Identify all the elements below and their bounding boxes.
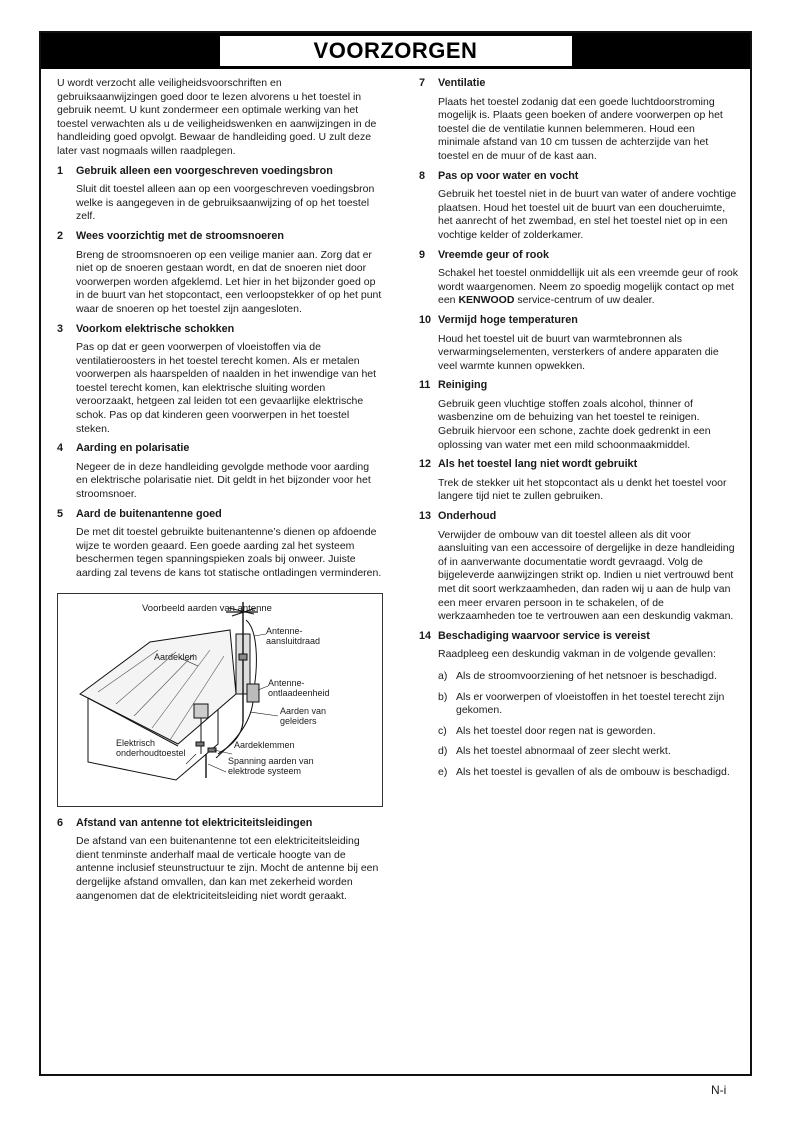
section-3	[57, 323, 383, 437]
label-ground-conductors: Aarden van geleiders	[280, 705, 327, 727]
section-heading: Onderhoud	[438, 510, 497, 523]
list-item	[438, 766, 739, 780]
section-11	[419, 379, 739, 452]
section-12	[419, 458, 739, 504]
section-number: 4	[57, 442, 64, 455]
section-number: 6	[57, 816, 64, 829]
section-2	[57, 230, 383, 317]
section-number: 7	[419, 77, 426, 89]
section-body: Verwijder de ombouw van dit toestel alleen als dit voor aansluiting van een accessoire of dergelijke in deze handleiding of in aanverwante documentatie wordt gevraagd. Volg de bijgeleverde aanwijzingen strikt op. Indien u niet vertrouwd bent met dit soort werkzaamheden, dan raden wij u aan de hulp van een meer ervaren persoon in te schakelen, of de werkzaamheden toe te vertrouwen aan een deskundig vakman.	[438, 528, 735, 623]
section-heading: Vreemde geur of rook	[438, 248, 550, 261]
section-4	[57, 442, 383, 501]
label-service-equipment: Elektrisch onderhoudtoestel	[116, 737, 186, 759]
list-item	[438, 725, 739, 739]
section-10	[419, 314, 739, 373]
list-text: Als het toestel abnormaal of zeer slecht werkt.	[456, 745, 671, 758]
label-lead-in-wire: Antenne- aansluitdraad	[266, 625, 321, 647]
antenna-grounding-illustration	[58, 594, 382, 806]
section-body: Sluit dit toestel alleen aan op een voorgeschreven voedingsbron welke is aangegeven in de gebruiksaanwijzing of op het toestel zelf.	[76, 183, 375, 223]
list-text: Als het toestel is gevallen of als de ombouw is beschadigd.	[456, 765, 730, 778]
list-text: Als er voorwerpen of vloeistoffen in het toestel terecht zijn gekomen.	[456, 690, 725, 717]
label-electrode-system: Spanning aarden van elektrode systeem	[228, 755, 314, 777]
section-number: 3	[57, 322, 64, 335]
section-body: Negeer de in deze handleiding gevolgde methode voor aarding en elektrische polarisatie niet. Dit geldt in het bijzonder voor het stroomsnoer.	[76, 460, 371, 501]
label-ground-clamps: Aardeklemmen	[234, 739, 295, 750]
section-heading: Aarding en polarisatie	[76, 442, 190, 455]
section-number: 14	[419, 629, 432, 642]
title-bar	[41, 33, 750, 69]
list-letter: e)	[438, 765, 448, 778]
section-9	[419, 249, 739, 308]
section-number: 1	[57, 164, 64, 177]
section-heading: Aard de buitenantenne goed	[76, 507, 222, 520]
list-letter: c)	[438, 724, 447, 737]
section-number: 11	[419, 379, 431, 392]
section-number: 5	[57, 507, 64, 520]
section-body: De afstand van een buitenantenne tot een elektriciteitsleiding dient tenminste anderhalf maal de verticale hoogte van de antenne inclusief steunstructuur te zijn. Mocht de antenne bij een dergelijke afstand omvallen, dan kan met zekerheid worden aangenomen dat de elektriciteitsleiding niet wordt geraakt.	[76, 835, 379, 902]
section-heading: Wees voorzichtig met de stroomsnoeren	[76, 229, 284, 242]
section-7	[419, 77, 739, 164]
section-body: Gebruik geen vluchtige stoffen zoals alcohol, thinner of wasbenzine om de behuizing van het toestel te reinigen. Gebruik hiervoor een schone, zachte doek gedrenkt in een oplossing van water met een mild schoonmaakmiddel.	[438, 397, 711, 451]
left-column	[57, 77, 383, 909]
list-letter: a)	[438, 669, 448, 682]
list-text: Als het toestel door regen nat is geworden.	[456, 724, 656, 737]
diagram-title: Voorbeeld aarden van antenne	[142, 602, 272, 614]
section-8	[419, 170, 739, 243]
list-item	[438, 745, 739, 759]
list-item	[438, 691, 739, 718]
section-number: 13	[419, 510, 432, 523]
antenna-grounding-diagram	[57, 593, 383, 807]
section-heading: Gebruik alleen een voorgeschreven voedingsbron	[76, 164, 333, 177]
section-body: Plaats het toestel zodanig dat een goede luchtdoorstroming mogelijk is. Plaats geen boeken of andere voorwerpen op het toestel die de ventilatie kunnen belemmeren. Houd een minimale afstand van 10 cm tussen de achterzijde van het toestel en de muur of de kast aan.	[438, 95, 723, 162]
section-heading: Afstand van antenne tot elektriciteitsleidingen	[76, 816, 313, 829]
section-5	[57, 508, 383, 581]
section-heading: Reiniging	[438, 379, 488, 392]
label-discharge-unit: Antenne- ontlaadeenheid	[268, 677, 330, 699]
right-column	[419, 77, 739, 787]
section-heading: Als het toestel lang niet wordt gebruikt	[438, 458, 638, 471]
section-heading: Ventilatie	[438, 77, 486, 89]
section-number: 9	[419, 248, 426, 261]
page-title: VOORZORGEN	[220, 36, 572, 66]
section-body: Breng de stroomsnoeren op een veilige manier aan. Zorg dat er niet op de snoeren gestaan wordt, en dat de snoeren niet door voorwerpen worden afgeklemd. Let hier in het bijzonder goed op in de buurt van het stopcontact, een verloopstekker of op het punt waar de snoeren op het toestel zijn aangesloten.	[76, 248, 382, 315]
section-6	[57, 817, 383, 904]
page-frame	[39, 31, 752, 1076]
label-ground-clamp: Aardeklem	[154, 651, 198, 662]
section-heading: Beschadiging waarvoor service is vereist	[438, 629, 650, 642]
section-number: 2	[57, 229, 64, 242]
intro-paragraph: U wordt verzocht alle veiligheidsvoorschriften en gebruiksaanwijzingen goed door te lezen alvorens u het toestel in gebruik neemt. U kunt zondermeer een optimale werking van het toestel verwachten als u de veiligheidswenken en aanwijzingen in de handleiding goed opvolgt. Bewaar de handleiding goed. U zult deze later vast nogmaals willen raadplegen.	[57, 77, 377, 157]
section-number: 8	[419, 169, 426, 182]
list-item	[438, 670, 739, 684]
section-13	[419, 510, 739, 624]
section-body-pre: Schakel het toestel onmiddellijk uit als een vreemde geur of rook wordt waargenomen. Neem zo spoedig mogelijk contact op met een	[438, 267, 738, 307]
section-heading: Pas op voor water en vocht	[438, 169, 579, 182]
section-body	[438, 267, 739, 308]
section-body-post: service-centrum of uw dealer.	[514, 294, 655, 307]
page-number: N-i	[711, 1083, 727, 1097]
section-body: Trek de stekker uit het stopcontact als u denkt het toestel voor langere tijd niet te zullen gebruiken.	[438, 476, 727, 503]
section-body: Raadpleeg een deskundig vakman in de volgende gevallen:	[438, 648, 716, 661]
section-number: 10	[419, 313, 432, 326]
section-body: Houd het toestel uit de buurt van warmtebronnen als verwarmingselementen, versterkers of andere apparaten die veel warmte kunnen opwekken.	[438, 332, 719, 372]
list-letter: b)	[438, 690, 448, 703]
section-heading: Voorkom elektrische schokken	[76, 322, 235, 335]
section-number: 12	[419, 458, 432, 471]
list-text: Als de stroomvoorziening of het netsnoer is beschadigd.	[456, 669, 717, 682]
section-body: De met dit toestel gebruikte buitenantenne’s dienen op afdoende wijze te worden geaard. Een goede aarding zal het systeem beschermen tegen spanningspieken zoals bij onweer. Juiste aarding zal tevens de kans tot statische ontladingen verminderen.	[76, 526, 382, 579]
section-14	[419, 630, 739, 780]
list-letter: d)	[438, 745, 448, 758]
section-body: Gebruik het toestel niet in de buurt van water of andere vochtige plaatsen. Houd het toestel uit de buurt van een doucheruimte, het aanrecht of het zwembad, en stel het toestel niet op in een vochtige kelder of zolderkamer.	[438, 188, 737, 241]
section-body: Pas op dat er geen voorwerpen of vloeistoffen via de ventilatieroosters in het toestel terecht komen. Als er metalen voorwerpen als haarspelden of naalden in het inwendige van het toestel terecht komen, kan elektrische sluiting worden veroorzaakt, hetgeen zal leiden tot een gevaarlijke elektrische schok. Pas op dat kinderen geen voorwerpen in het toestel steken.	[76, 341, 377, 435]
brand-name: KENWOOD	[458, 294, 515, 307]
section-1	[57, 165, 383, 224]
section-heading: Vermijd hoge temperaturen	[438, 313, 578, 326]
